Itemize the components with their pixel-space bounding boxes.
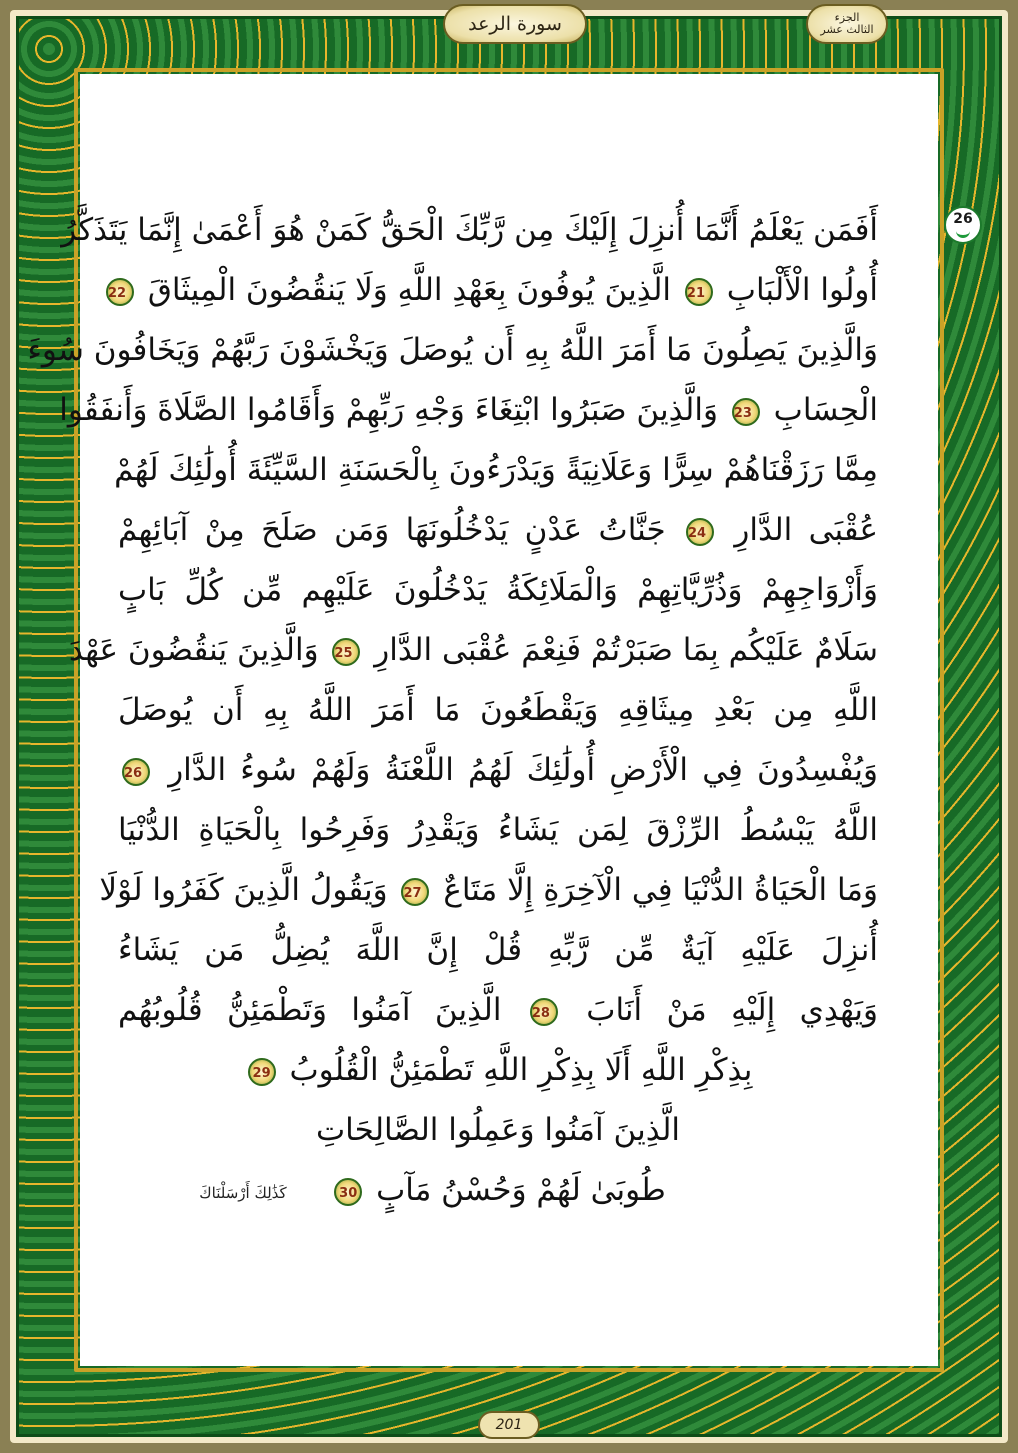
crescent-icon (956, 227, 970, 238)
verse-text: وَيَهْدِي إِلَيْهِ مَنْ أَنَابَ (561, 992, 878, 1028)
page-number: 201 (495, 1417, 523, 1433)
ayah-number-marker: 28 (530, 998, 558, 1026)
verse-line (118, 500, 878, 560)
verse-text: وَالَّذِينَ صَبَرُوا ابْتِغَاءَ وَجْهِ رَبِّهِمْ وَأَقَامُوا الصَّلَاةَ وَأَنفَقُوا (59, 392, 728, 428)
ayah-number-marker: 24 (686, 518, 714, 546)
ayah-number-marker: 30 (334, 1178, 362, 1206)
ayah-number-marker: 29 (248, 1058, 276, 1086)
hizb-number: 26 (953, 211, 973, 227)
verse-text: الَّذِينَ آمَنُوا وَتَطْمَئِنُّ قُلُوبُهُم (118, 992, 526, 1028)
verse-text: وَالَّذِينَ يَنقُضُونَ عَهْدَ (68, 632, 329, 668)
verse-text: طُوبَىٰ لَهُمْ وَحُسْنُ مَآبٍ (366, 1172, 666, 1208)
verse-line (118, 800, 878, 860)
verse-text: الَّذِينَ يُوفُونَ بِعَهْدِ اللَّهِ وَلَا يَنقُضُونَ الْمِيثَاقَ (138, 272, 681, 308)
verse-text: جَنَّاتُ عَدْنٍ يَدْخُلُونَهَا وَمَن صَلَحَ مِنْ آبَائِهِمْ (118, 512, 683, 548)
catchword: كَذَٰلِكَ أَرْسَلْنَاكَ (199, 1184, 287, 1202)
verse-text: أُولُوا الْأَلْبَابِ (716, 272, 878, 308)
page-number-badge (478, 1411, 540, 1439)
hizb-marker (944, 206, 982, 244)
juz-cartouche (806, 4, 888, 44)
verse-line (61, 200, 878, 260)
verse-text: مِمَّا رَزَقْنَاهُمْ سِرًّا وَعَلَانِيَةً وَيَدْرَءُونَ بِالْحَسَنَةِ السَّيِّئَةَ أُولَٰئِكَ لَهُمْ (114, 452, 878, 488)
verse-text: وَالَّذِينَ يَصِلُونَ مَا أَمَرَ اللَّهُ بِهِ أَن يُوصَلَ وَيَخْشَوْنَ رَبَّهُمْ وَيَخَافُونَ سُوءَ (27, 332, 878, 368)
verse-text: وَمَا الْحَيَاةُ الدُّنْيَا فِي الْآخِرَةِ إِلَّا مَتَاعٌ (433, 872, 878, 908)
juz-number: الثالث عشر (820, 23, 874, 36)
verse-text: وَيُفْسِدُونَ فِي الْأَرْضِ أُولَٰئِكَ لَهُمُ اللَّعْنَةُ وَلَهُمْ سُوءُ الدَّارِ (154, 752, 878, 788)
verse-line (59, 380, 878, 440)
verse-line (118, 740, 878, 800)
ayah-number-marker: 21 (685, 278, 713, 306)
verse-line (68, 620, 878, 680)
verses-block (27, 200, 878, 1220)
verse-line (118, 1100, 878, 1160)
surah-name: سورة الرعد (468, 13, 562, 35)
verse-line (118, 980, 878, 1040)
surah-name-cartouche (443, 4, 587, 44)
verse-line (114, 440, 878, 500)
verse-text: أُنزِلَ عَلَيْهِ آيَةٌ مِّن رَّبِّهِ قُلْ إِنَّ اللَّهَ يُضِلُّ مَن يَشَاءُ (118, 932, 878, 968)
verse-line (118, 680, 878, 740)
verse-text: الْحِسَابِ (763, 392, 878, 428)
ayah-number-marker: 26 (122, 758, 150, 786)
verse-text: سَلَامٌ عَلَيْكُم بِمَا صَبَرْتُمْ فَنِعْمَ عُقْبَى الدَّارِ (364, 632, 878, 668)
verse-text: اللَّهِ مِن بَعْدِ مِيثَاقِهِ وَيَقْطَعُونَ مَا أَمَرَ اللَّهُ بِهِ أَن يُوصَلَ (118, 692, 878, 728)
ayah-number-marker: 23 (732, 398, 760, 426)
verse-line (118, 920, 878, 980)
verse-line (118, 1040, 878, 1100)
ayah-number-marker: 27 (401, 878, 429, 906)
verse-line (99, 860, 878, 920)
verse-text: اللَّهُ يَبْسُطُ الرِّزْقَ لِمَن يَشَاءُ وَيَقْدِرُ وَفَرِحُوا بِالْحَيَاةِ الدُّنْيَا (118, 812, 878, 848)
verse-line (118, 560, 878, 620)
verse-line (27, 320, 878, 380)
verse-text: وَيَقُولُ الَّذِينَ كَفَرُوا لَوْلَا (99, 872, 398, 908)
verse-text: عُقْبَى الدَّارِ (718, 512, 878, 548)
verse-line (108, 260, 878, 320)
ayah-number-marker: 25 (332, 638, 360, 666)
verse-text: وَأَزْوَاجِهِمْ وَذُرِّيَّاتِهِمْ وَالْمَلَائِكَةُ يَدْخُلُونَ عَلَيْهِم مِّن كُلِّ بَابٍ (118, 572, 878, 608)
ayah-number-marker: 22 (106, 278, 134, 306)
verse-text: أَفَمَن يَعْلَمُ أَنَّمَا أُنزِلَ إِلَيْكَ مِن رَّبِّكَ الْحَقُّ كَمَنْ هُوَ أَعْمَىٰ إِنَّمَا يَتَذَكَّرُ (61, 212, 878, 248)
verse-text: بِذِكْرِ اللَّهِ أَلَا بِذِكْرِ اللَّهِ تَطْمَئِنُّ الْقُلُوبُ (279, 1052, 753, 1088)
verse-text: الَّذِينَ آمَنُوا وَعَمِلُوا الصَّالِحَاتِ (315, 1112, 681, 1148)
juz-label: الجزء (834, 11, 860, 24)
